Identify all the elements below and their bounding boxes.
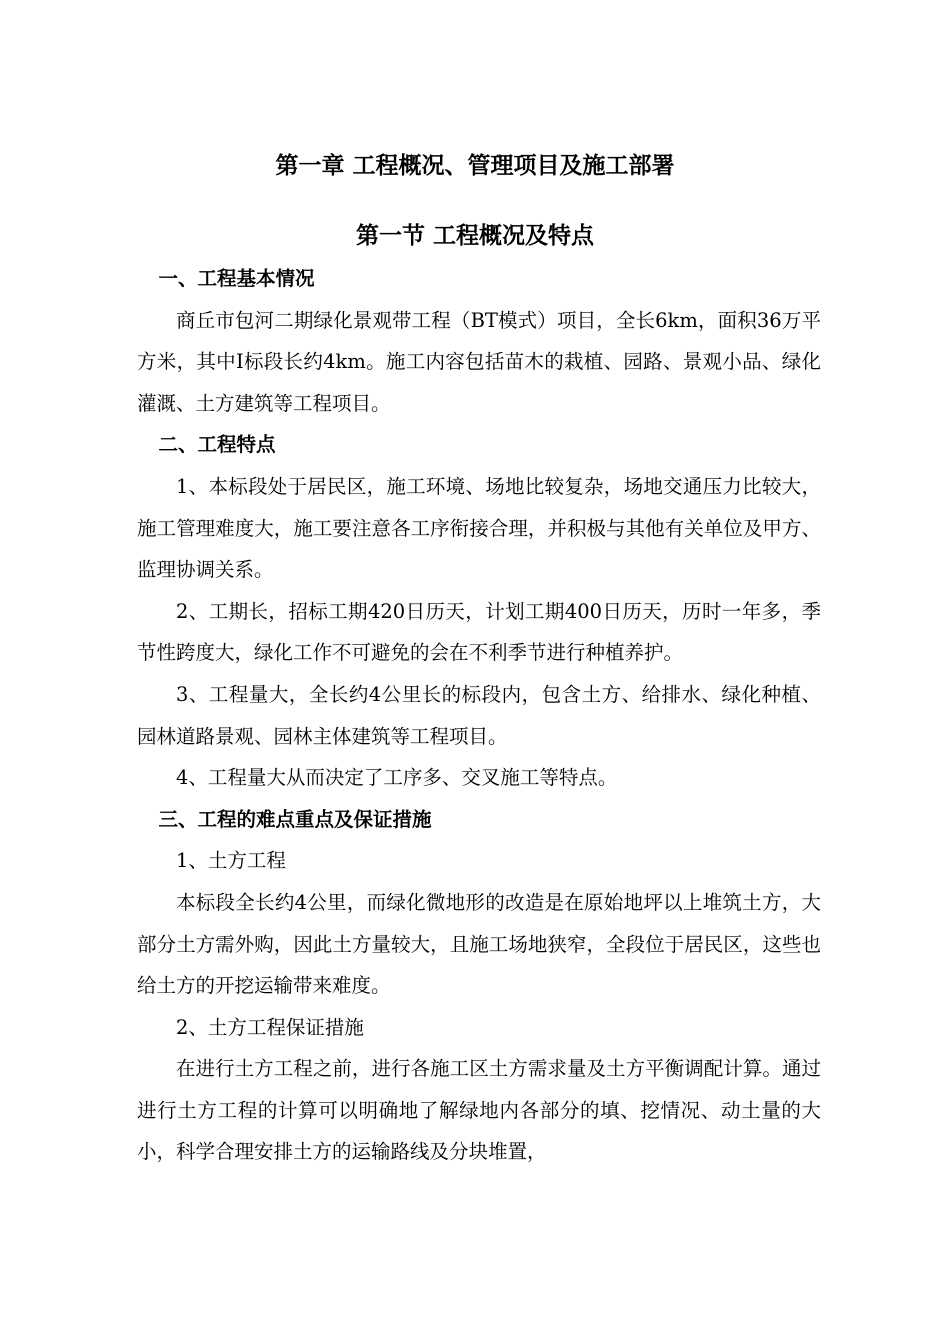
paragraph: 2、工期长，招标工期420日历天，计划工期400日历天，历时一年多，季节性跨度大，绿化工作不可避免的会在不利季节进行种植养护。 xyxy=(137,599,821,665)
paragraph: 商丘市包河二期绿化景观带工程（BT模式）项目，全长6km，面积36万平方米，其中I标段长约4km。施工内容包括苗木的栽植、园路、景观小品、绿化灌溉、土方建筑等工程项目。 xyxy=(137,308,821,415)
paragraph: 3、工程量大，全长约4公里长的标段内，包含土方、给排水、绿化种植、园林道路景观、园林主体建筑等工程项目。 xyxy=(137,682,821,748)
section-title: 第一节 工程概况及特点 xyxy=(355,222,594,249)
document-body xyxy=(137,258,821,1173)
heading-basic-info: 一、工程基本情况 xyxy=(158,267,315,290)
paragraph: 4、工程量大从而决定了工序多、交叉施工等特点。 xyxy=(176,766,618,790)
paragraph: 1、本标段处于居民区，施工环境、场地比较复杂，场地交通压力比较大，施工管理难度大，施工要注意各工序衔接合理，并积极与其他有关单位及甲方、监理协调关系。 xyxy=(137,474,821,582)
paragraph: 2、土方工程保证措施 xyxy=(176,1015,364,1039)
chapter-title: 第一章 工程概况、管理项目及施工部署 xyxy=(275,152,675,179)
paragraph: 在进行土方工程之前，进行各施工区土方需求量及土方平衡调配计算。通过进行土方工程的计算可以明确地了解绿地内各部分的填、挖情况、动土量的大小，科学合理安排土方的运输路线及分块堆置， xyxy=(137,1057,821,1164)
heading-features: 二、工程特点 xyxy=(158,433,276,457)
paragraph: 1、土方工程 xyxy=(176,849,286,873)
paragraph: 本标段全长约4公里，而绿化微地形的改造是在原始地坪以上堆筑土方，大部分土方需外购，因此土方量较大，且施工场地狭窄，全段位于居民区，这些也给土方的开挖运输带来难度。 xyxy=(137,890,821,998)
heading-difficulties: 三、工程的难点重点及保证措施 xyxy=(158,807,432,831)
